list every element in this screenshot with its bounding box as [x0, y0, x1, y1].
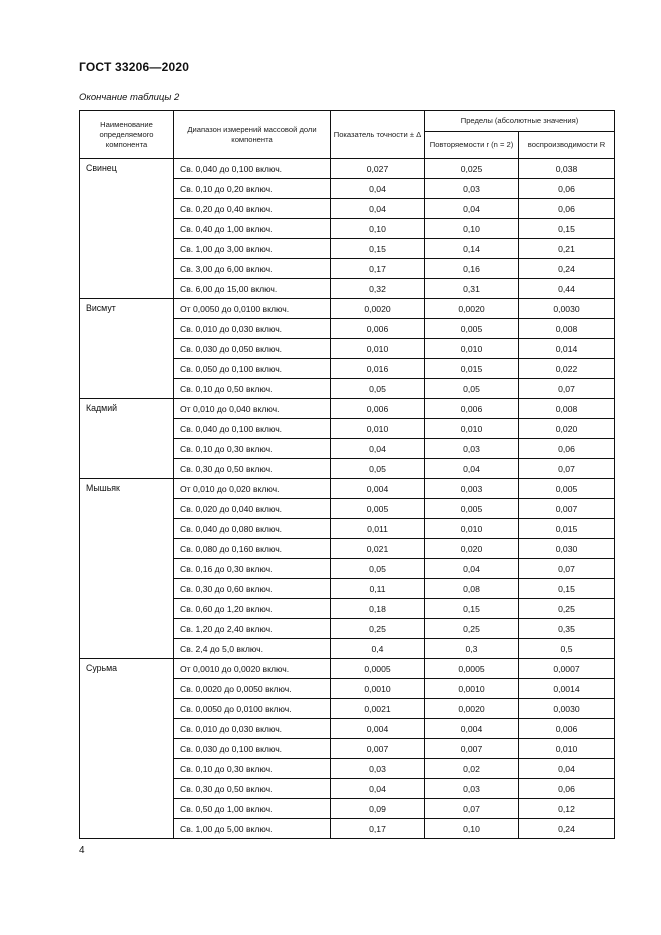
repeatability-cell: 0,14 — [425, 239, 519, 259]
accuracy-cell: 0,03 — [331, 759, 425, 779]
reproducibility-cell: 0,06 — [519, 199, 615, 219]
range-cell: Св. 0,40 до 1,00 включ. — [174, 219, 331, 239]
accuracy-cell: 0,32 — [331, 279, 425, 299]
repeatability-cell: 0,005 — [425, 319, 519, 339]
repeatability-cell: 0,004 — [425, 719, 519, 739]
repeatability-cell: 0,08 — [425, 579, 519, 599]
reproducibility-cell: 0,0030 — [519, 299, 615, 319]
repeatability-cell: 0,03 — [425, 779, 519, 799]
reproducibility-cell: 0,015 — [519, 519, 615, 539]
reproducibility-cell: 0,25 — [519, 599, 615, 619]
reproducibility-cell: 0,038 — [519, 159, 615, 179]
repeatability-cell: 0,3 — [425, 639, 519, 659]
accuracy-cell: 0,04 — [331, 779, 425, 799]
range-cell: Св. 0,050 до 0,100 включ. — [174, 359, 331, 379]
accuracy-cell: 0,05 — [331, 559, 425, 579]
range-cell: Св. 0,040 до 0,080 включ. — [174, 519, 331, 539]
range-cell: Св. 1,00 до 5,00 включ. — [174, 819, 331, 839]
header-limits: Пределы (абсолютные значения) — [425, 111, 615, 132]
range-cell: Св. 0,030 до 0,100 включ. — [174, 739, 331, 759]
reproducibility-cell: 0,0014 — [519, 679, 615, 699]
page-number: 4 — [79, 845, 85, 856]
repeatability-cell: 0,05 — [425, 379, 519, 399]
accuracy-cell: 0,15 — [331, 239, 425, 259]
accuracy-cell: 0,04 — [331, 179, 425, 199]
component-name: Свинец — [80, 159, 174, 299]
range-cell: Св. 0,020 до 0,040 включ. — [174, 499, 331, 519]
accuracy-cell: 0,004 — [331, 479, 425, 499]
repeatability-cell: 0,10 — [425, 819, 519, 839]
repeatability-cell: 0,0005 — [425, 659, 519, 679]
repeatability-cell: 0,0020 — [425, 299, 519, 319]
accuracy-cell: 0,010 — [331, 419, 425, 439]
repeatability-cell: 0,04 — [425, 459, 519, 479]
accuracy-cell: 0,027 — [331, 159, 425, 179]
component-name: Мышьяк — [80, 479, 174, 659]
reproducibility-cell: 0,0030 — [519, 699, 615, 719]
accuracy-cell: 0,011 — [331, 519, 425, 539]
range-cell: Св. 6,00 до 15,00 включ. — [174, 279, 331, 299]
accuracy-cell: 0,11 — [331, 579, 425, 599]
accuracy-cell: 0,006 — [331, 319, 425, 339]
reproducibility-cell: 0,0007 — [519, 659, 615, 679]
repeatability-cell: 0,010 — [425, 339, 519, 359]
range-cell: От 0,0010 до 0,0020 включ. — [174, 659, 331, 679]
accuracy-cell: 0,18 — [331, 599, 425, 619]
range-cell: Св. 0,60 до 1,20 включ. — [174, 599, 331, 619]
repeatability-cell: 0,007 — [425, 739, 519, 759]
accuracy-cell: 0,0005 — [331, 659, 425, 679]
reproducibility-cell: 0,005 — [519, 479, 615, 499]
reproducibility-cell: 0,022 — [519, 359, 615, 379]
reproducibility-cell: 0,21 — [519, 239, 615, 259]
range-cell: Св. 0,010 до 0,030 включ. — [174, 319, 331, 339]
accuracy-cell: 0,4 — [331, 639, 425, 659]
table-row — [80, 159, 615, 179]
reproducibility-cell: 0,06 — [519, 439, 615, 459]
repeatability-cell: 0,010 — [425, 419, 519, 439]
repeatability-cell: 0,02 — [425, 759, 519, 779]
document-title: ГОСТ 33206—2020 — [79, 60, 190, 74]
reproducibility-cell: 0,04 — [519, 759, 615, 779]
header-reproducibility: воспроизводимости R — [519, 132, 615, 159]
repeatability-cell: 0,04 — [425, 199, 519, 219]
table-caption: Окончание таблицы 2 — [79, 92, 180, 103]
reproducibility-cell: 0,06 — [519, 179, 615, 199]
range-cell: Св. 0,30 до 0,50 включ. — [174, 459, 331, 479]
repeatability-cell: 0,25 — [425, 619, 519, 639]
repeatability-cell: 0,006 — [425, 399, 519, 419]
repeatability-cell: 0,0020 — [425, 699, 519, 719]
range-cell: Св. 0,030 до 0,050 включ. — [174, 339, 331, 359]
repeatability-cell: 0,03 — [425, 179, 519, 199]
reproducibility-cell: 0,020 — [519, 419, 615, 439]
repeatability-cell: 0,15 — [425, 599, 519, 619]
accuracy-cell: 0,25 — [331, 619, 425, 639]
range-cell: Св. 0,040 до 0,100 включ. — [174, 419, 331, 439]
table-row — [80, 399, 615, 419]
accuracy-cell: 0,021 — [331, 539, 425, 559]
table-body — [80, 159, 615, 839]
repeatability-cell: 0,03 — [425, 439, 519, 459]
repeatability-cell: 0,07 — [425, 799, 519, 819]
accuracy-cell: 0,09 — [331, 799, 425, 819]
accuracy-cell: 0,05 — [331, 459, 425, 479]
range-cell: От 0,010 до 0,020 включ. — [174, 479, 331, 499]
range-cell: Св. 0,10 до 0,20 включ. — [174, 179, 331, 199]
range-cell: Св. 0,30 до 0,50 включ. — [174, 779, 331, 799]
accuracy-cell: 0,05 — [331, 379, 425, 399]
repeatability-cell: 0,16 — [425, 259, 519, 279]
table-row — [80, 659, 615, 679]
header-component: Наименование определяемого компонента — [80, 111, 174, 159]
reproducibility-cell: 0,35 — [519, 619, 615, 639]
accuracy-cell: 0,005 — [331, 499, 425, 519]
table-row — [80, 299, 615, 319]
repeatability-cell: 0,003 — [425, 479, 519, 499]
range-cell: От 0,010 до 0,040 включ. — [174, 399, 331, 419]
repeatability-cell: 0,31 — [425, 279, 519, 299]
accuracy-cell: 0,007 — [331, 739, 425, 759]
range-cell: Св. 0,16 до 0,30 включ. — [174, 559, 331, 579]
accuracy-cell: 0,0021 — [331, 699, 425, 719]
table-row — [80, 479, 615, 499]
repeatability-cell: 0,10 — [425, 219, 519, 239]
range-cell: Св. 1,00 до 3,00 включ. — [174, 239, 331, 259]
component-name: Висмут — [80, 299, 174, 399]
header-range: Диапазон измерений массовой доли компонента — [174, 111, 331, 159]
reproducibility-cell: 0,008 — [519, 399, 615, 419]
accuracy-cell: 0,010 — [331, 339, 425, 359]
header-repeatability: Повторяемости r (n = 2) — [425, 132, 519, 159]
header-accuracy: Показатель точности ± Δ — [331, 111, 425, 159]
range-cell: Св. 0,040 до 0,100 включ. — [174, 159, 331, 179]
component-name: Сурьма — [80, 659, 174, 839]
component-name: Кадмий — [80, 399, 174, 479]
range-cell: Св. 0,080 до 0,160 включ. — [174, 539, 331, 559]
range-cell: Св. 3,00 до 6,00 включ. — [174, 259, 331, 279]
accuracy-cell: 0,006 — [331, 399, 425, 419]
reproducibility-cell: 0,15 — [519, 579, 615, 599]
reproducibility-cell: 0,12 — [519, 799, 615, 819]
repeatability-cell: 0,015 — [425, 359, 519, 379]
range-cell: Св. 0,0020 до 0,0050 включ. — [174, 679, 331, 699]
reproducibility-cell: 0,007 — [519, 499, 615, 519]
accuracy-cell: 0,10 — [331, 219, 425, 239]
reproducibility-cell: 0,44 — [519, 279, 615, 299]
range-cell: Св. 1,20 до 2,40 включ. — [174, 619, 331, 639]
range-cell: Св. 0,30 до 0,60 включ. — [174, 579, 331, 599]
accuracy-cell: 0,004 — [331, 719, 425, 739]
accuracy-cell: 0,0010 — [331, 679, 425, 699]
reproducibility-cell: 0,5 — [519, 639, 615, 659]
reproducibility-cell: 0,014 — [519, 339, 615, 359]
range-cell: Св. 0,10 до 0,50 включ. — [174, 379, 331, 399]
range-cell: Св. 0,50 до 1,00 включ. — [174, 799, 331, 819]
repeatability-cell: 0,04 — [425, 559, 519, 579]
accuracy-cell: 0,04 — [331, 199, 425, 219]
reproducibility-cell: 0,008 — [519, 319, 615, 339]
accuracy-cell: 0,0020 — [331, 299, 425, 319]
accuracy-cell: 0,17 — [331, 819, 425, 839]
reproducibility-cell: 0,24 — [519, 819, 615, 839]
repeatability-cell: 0,0010 — [425, 679, 519, 699]
accuracy-cell: 0,016 — [331, 359, 425, 379]
range-cell: Св. 0,10 до 0,30 включ. — [174, 759, 331, 779]
reproducibility-cell: 0,24 — [519, 259, 615, 279]
range-cell: От 0,0050 до 0,0100 включ. — [174, 299, 331, 319]
data-table — [79, 110, 615, 839]
reproducibility-cell: 0,06 — [519, 779, 615, 799]
range-cell: Св. 0,10 до 0,30 включ. — [174, 439, 331, 459]
reproducibility-cell: 0,030 — [519, 539, 615, 559]
range-cell: Св. 0,0050 до 0,0100 включ. — [174, 699, 331, 719]
reproducibility-cell: 0,07 — [519, 379, 615, 399]
range-cell: Св. 0,20 до 0,40 включ. — [174, 199, 331, 219]
reproducibility-cell: 0,010 — [519, 739, 615, 759]
repeatability-cell: 0,025 — [425, 159, 519, 179]
reproducibility-cell: 0,07 — [519, 459, 615, 479]
repeatability-cell: 0,020 — [425, 539, 519, 559]
range-cell: Св. 2,4 до 5,0 включ. — [174, 639, 331, 659]
accuracy-cell: 0,04 — [331, 439, 425, 459]
reproducibility-cell: 0,006 — [519, 719, 615, 739]
range-cell: Св. 0,010 до 0,030 включ. — [174, 719, 331, 739]
repeatability-cell: 0,005 — [425, 499, 519, 519]
table-header — [80, 111, 615, 159]
reproducibility-cell: 0,15 — [519, 219, 615, 239]
reproducibility-cell: 0,07 — [519, 559, 615, 579]
accuracy-cell: 0,17 — [331, 259, 425, 279]
repeatability-cell: 0,010 — [425, 519, 519, 539]
